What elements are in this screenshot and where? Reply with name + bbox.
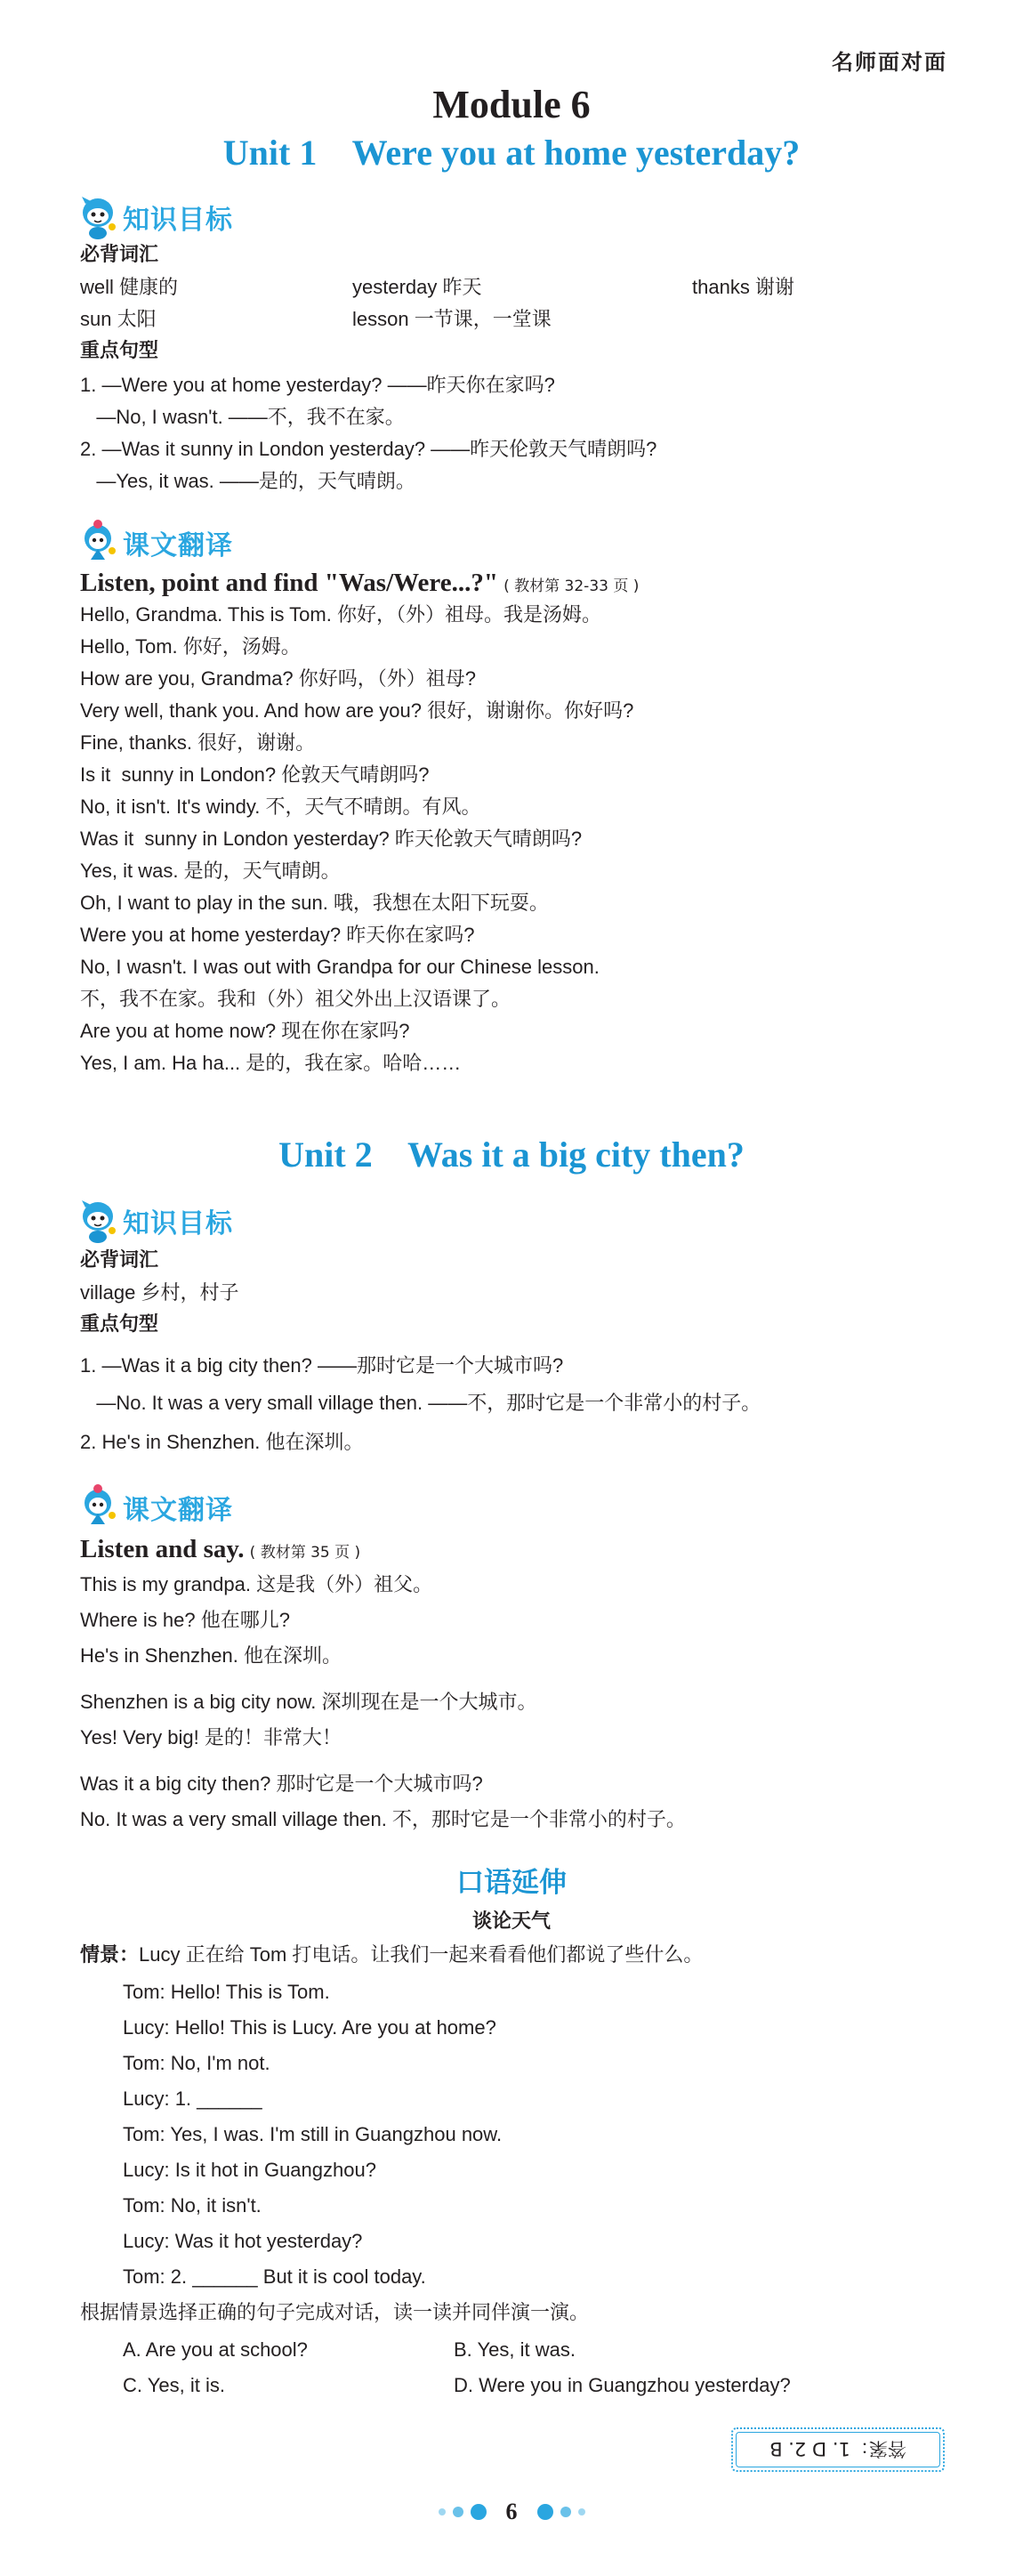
answer-option: B. Yes, it was. <box>454 2338 576 2361</box>
vocab-word: village 乡村，村子 <box>80 1281 239 1304</box>
decor-dot <box>578 2508 585 2515</box>
dialogue-line: Yes, it was. 是的，天气晴朗。 <box>80 860 341 882</box>
vocab-word: lesson 一节课，一堂课 <box>352 308 552 330</box>
phone-dialogue-line: Tom: 2. ______ But it is cool today. <box>123 2265 426 2288</box>
dialogue-line: Yes! Very big! 是的！非常大！ <box>80 1726 342 1748</box>
unit1-title: Unit 1 Were you at home yesterday? <box>222 133 801 173</box>
dialogue-line: 不，我不在家。我和（外）祖父外出上汉语课了。 <box>80 988 512 1010</box>
sentence-heading: 重点句型 <box>80 340 159 362</box>
decor-dot <box>453 2507 463 2517</box>
page-footer <box>0 2499 1023 2525</box>
unit2-translation-header <box>78 1482 233 1532</box>
dialogue-line: No. It was a very small village then. 不，那时它是一个非常小的村子。 <box>80 1808 686 1830</box>
dialogue-line: Are you at home now? 现在你在家吗? <box>80 1020 410 1042</box>
answer-key-text: 答案：1. D 2. B <box>736 2432 940 2467</box>
lesson-heading-text: Listen and say. <box>80 1535 245 1563</box>
section-label: 知识目标 <box>123 205 233 236</box>
page-number: 6 <box>505 2499 518 2524</box>
dialogue-line: Were you at home yesterday? 昨天你在家吗? <box>80 924 475 946</box>
oral-extension-title: 口语延伸 <box>456 1867 567 1899</box>
dialogue-line: Was it a big city then? 那时它是一个大城市吗? <box>80 1773 483 1795</box>
scene-description <box>80 1942 703 1968</box>
dialogue-line: Hello, Grandma. This is Tom. 你好，（外）祖母。我是汤姆。 <box>80 603 601 626</box>
vocab-word: yesterday 昨天 <box>352 276 482 298</box>
dialogue-line: Yes, I am. Ha ha... 是的，我在家。哈哈…… <box>80 1052 462 1074</box>
sentence-heading: 重点句型 <box>80 1313 159 1336</box>
phone-dialogue-line: Lucy: 1. ______ <box>123 2087 262 2110</box>
key-sentence: 2. —Was it sunny in London yesterday? ——昨天伦敦天气晴朗吗? <box>80 438 657 460</box>
dialogue-line: How are you, Grandma? 你好吗，（外）祖母? <box>80 667 477 690</box>
answer-option: A. Are you at school? <box>123 2338 308 2361</box>
decor-dot <box>439 2508 446 2515</box>
phone-dialogue-line: Tom: Yes, I was. I'm still in Guangzhou now. <box>123 2123 503 2145</box>
key-sentence: 2. He's in Shenzhen. 他在深圳。 <box>80 1431 364 1453</box>
dialogue-line: No, it isn't. It's windy. 不，天气不晴朗。有风。 <box>80 795 481 818</box>
vocab-word: well 健康的 <box>80 276 179 298</box>
mascot-girl-icon <box>78 519 119 567</box>
dialogue-line: He's in Shenzhen. 他在深圳。 <box>80 1644 342 1667</box>
decor-dot <box>560 2507 571 2517</box>
module-title: Module 6 <box>432 83 591 126</box>
phone-dialogue-line: Tom: Hello! This is Tom. <box>123 1981 330 2003</box>
key-sentence: —No, I wasn't. ——不，我不在家。 <box>80 406 405 428</box>
lesson-heading-text: Listen, point and find "Was/Were...?" <box>80 569 498 597</box>
dialogue-line: This is my grandpa. 这是我（外）祖父。 <box>80 1573 433 1595</box>
decor-dot <box>471 2504 487 2520</box>
mascot-icon <box>78 1197 119 1245</box>
exercise-instruction: 根据情景选择正确的句子完成对话，读一读并同伴演一演。 <box>80 2301 590 2323</box>
phone-dialogue-line: Lucy: Was it hot yesterday? <box>123 2230 363 2252</box>
scene-text: Lucy 正在给 Tom 打电话。让我们一起来看看他们都说了些什么。 <box>139 1943 704 1966</box>
dialogue-line: Fine, thanks. 很好，谢谢。 <box>80 731 316 754</box>
lesson-heading <box>80 566 639 603</box>
dialogue-line: Very well, thank you. And how are you? 很好，谢谢你。你好吗? <box>80 699 634 722</box>
key-sentence: 1. —Was it a big city then? ——那时它是一个大城市吗? <box>80 1354 564 1377</box>
phone-dialogue-line: Tom: No, I'm not. <box>123 2052 270 2074</box>
dialogue-line: Was it sunny in London yesterday? 昨天伦敦天气晴朗吗? <box>80 828 583 850</box>
unit2-knowledge-header <box>78 1196 233 1246</box>
phone-dialogue-line: Lucy: Is it hot in Guangzhou? <box>123 2159 376 2181</box>
section-label: 课文翻译 <box>123 1495 233 1526</box>
key-sentence: —Yes, it was. ——是的，天气晴朗。 <box>80 470 415 492</box>
key-sentence: —No. It was a very small village then. ——不，那时它是一个非常小的村子。 <box>80 1392 761 1414</box>
decor-dot <box>537 2504 553 2520</box>
dialogue-line: Shenzhen is a big city now. 深圳现在是一个大城市。 <box>80 1691 537 1713</box>
phone-dialogue-line: Tom: No, it isn't. <box>123 2194 262 2217</box>
answer-option: C. Yes, it is. <box>123 2374 225 2396</box>
vocab-heading: 必背词汇 <box>80 244 159 266</box>
unit1-knowledge-header <box>78 192 233 242</box>
answer-key-box <box>731 2427 945 2472</box>
book-series-label: 名师面对面 <box>832 49 947 75</box>
section-label: 课文翻译 <box>123 530 233 561</box>
vocab-word: sun 太阳 <box>80 308 157 330</box>
scene-label: 情景： <box>80 1943 140 1966</box>
oral-extension-subtitle: 谈论天气 <box>471 1910 551 1933</box>
vocab-heading: 必背词汇 <box>80 1249 159 1272</box>
mascot-icon <box>78 193 119 241</box>
mascot-girl-icon <box>78 1483 119 1531</box>
phone-dialogue-line: Lucy: Hello! This is Lucy. Are you at home? <box>123 2016 496 2039</box>
dialogue-line: Hello, Tom. 你好，汤姆。 <box>80 635 301 658</box>
key-sentence: 1. —Were you at home yesterday? ——昨天你在家吗? <box>80 374 555 396</box>
unit2-title: Unit 2 Was it a big city then? <box>278 1135 745 1175</box>
dialogue-line: Where is he? 他在哪儿? <box>80 1609 290 1631</box>
dialogue-line: Is it sunny in London? 伦敦天气晴朗吗? <box>80 763 430 786</box>
dialogue-line: Oh, I want to play in the sun. 哦，我想在太阳下玩耍。 <box>80 892 549 914</box>
answer-option: D. Were you in Guangzhou yesterday? <box>454 2374 791 2396</box>
textbook-page-ref: ( 教材第 32-33 页 ) <box>503 577 640 595</box>
vocab-word: thanks 谢谢 <box>692 276 794 298</box>
section-label: 知识目标 <box>123 1208 233 1240</box>
unit1-translation-header <box>78 518 233 568</box>
textbook-page-ref: ( 教材第 35 页 ) <box>249 1544 361 1562</box>
dialogue-line: No, I wasn't. I was out with Grandpa for our Chinese lesson. <box>80 956 600 978</box>
lesson-heading <box>80 1532 360 1570</box>
